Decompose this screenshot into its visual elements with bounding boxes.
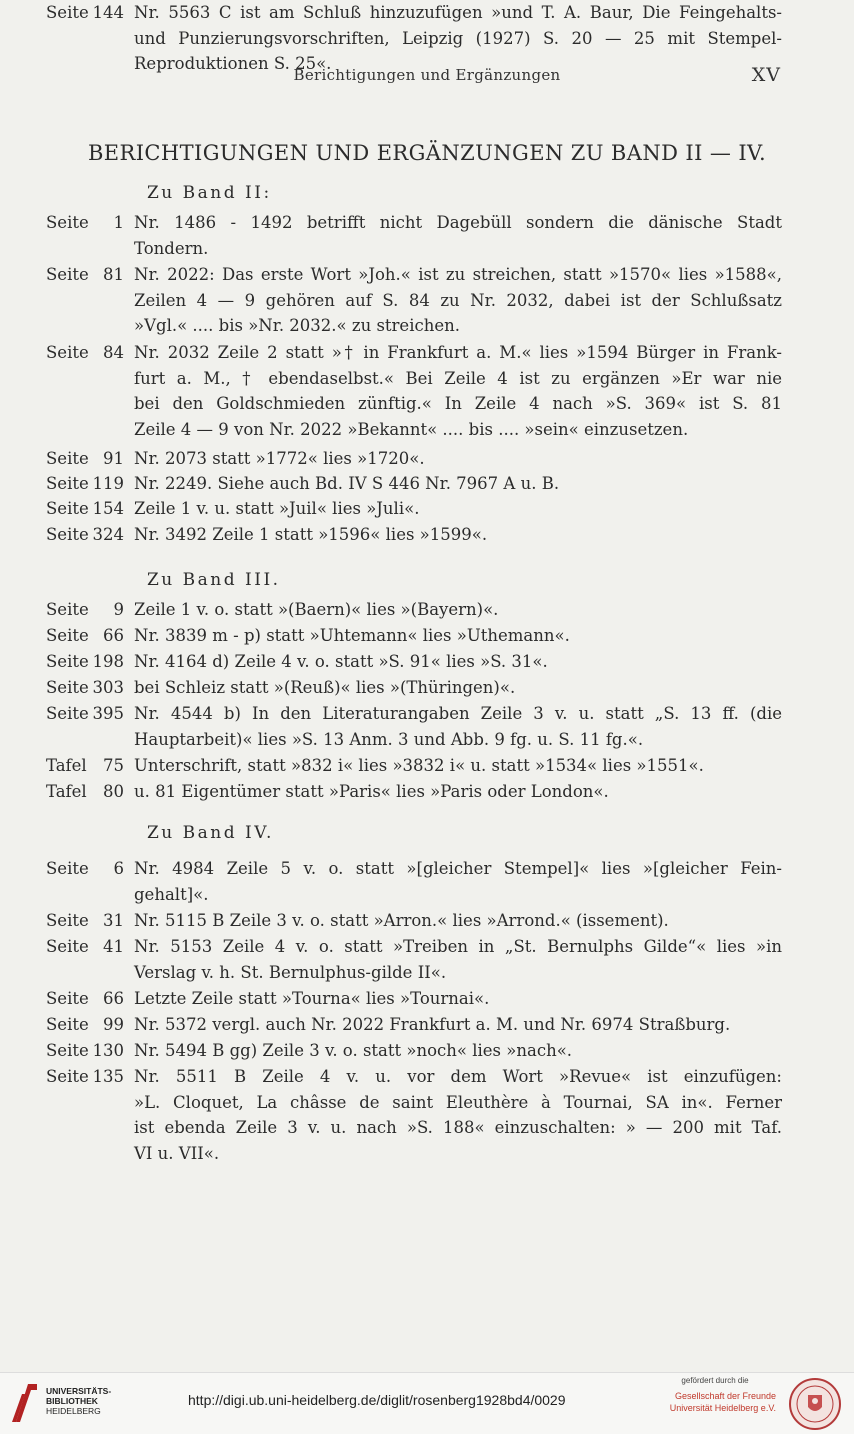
entry-line: Nr. 3492 Zeile 1 statt »1596« lies »1599«.	[134, 525, 488, 544]
entry-line: Tondern.	[134, 238, 209, 258]
entry-text	[134, 262, 782, 339]
library-line-3: HEIDELBERG	[46, 1406, 101, 1416]
entry-line: Verslag v. h. St. Bernulphus-gilde II«.	[134, 962, 447, 982]
entry-text	[134, 597, 782, 623]
entry-line: Nr. 5372 vergl. auch Nr. 2022 Frankfurt a. M. und Nr. 6974 Straßburg.	[134, 1015, 731, 1034]
entry-number: 324	[92, 525, 124, 544]
entry-text	[134, 496, 782, 522]
entry-text	[134, 908, 782, 934]
entry-line: VI u. VII«.	[134, 1143, 220, 1163]
entry-label: Seite	[46, 474, 89, 493]
entry-label: Seite	[46, 652, 89, 671]
entry-number: 130	[92, 1041, 124, 1060]
entry-label: Seite	[46, 1015, 89, 1034]
entry-number: 81	[103, 265, 124, 284]
entry-label: Seite	[46, 3, 89, 22]
university-seal-icon	[788, 1377, 842, 1431]
entry-number: 99	[103, 1015, 124, 1034]
entry-number: 66	[103, 989, 124, 1008]
entry-line: Letzte Zeile statt »Tourna« lies »Tournai«.	[134, 989, 490, 1008]
entry-label: Seite	[46, 265, 89, 284]
entry-text	[134, 446, 782, 472]
entry-line: gehalt]«.	[134, 884, 209, 904]
entry-number: 66	[103, 626, 124, 645]
entry-label: Seite	[46, 704, 89, 723]
library-name	[46, 1386, 111, 1416]
entry-line: Reproduktionen S. 25«.	[134, 54, 332, 73]
entry-label: Seite	[46, 937, 89, 956]
entry-line: ist ebenda Zeile 3 v. u. nach »S. 188« einzuschalten: » — 200 mit Taf.	[134, 1118, 782, 1137]
entry-label: Seite	[46, 626, 89, 645]
entry-line: Nr. 4164 d) Zeile 4 v. o. statt »S. 91« lies »S. 31«.	[134, 652, 548, 671]
entry-number: 31	[103, 911, 124, 930]
entry-label: Tafel	[46, 756, 87, 775]
entry-number: 303	[92, 678, 124, 697]
entry-text	[134, 522, 782, 548]
entry-text	[134, 1064, 782, 1166]
entry-label: Seite	[46, 213, 89, 232]
entry-label: Seite	[46, 1041, 89, 1060]
section-heading: Zu Band II:	[147, 183, 272, 203]
entry-line: Nr. 3839 m - p) statt »Uhtemann« lies »Uthemann«.	[134, 626, 570, 645]
entry-number: 119	[92, 474, 124, 493]
entry-line: Nr. 2073 statt »1772« lies »1720«.	[134, 449, 425, 468]
library-line-2: BIBLIOTHEK	[46, 1396, 98, 1406]
entry-number: 395	[92, 704, 124, 723]
section-heading: Zu Band III.	[147, 570, 281, 590]
entry-line: Nr. 5115 B Zeile 3 v. o. statt »Arron.« lies »Arrond.« (issement).	[134, 911, 669, 930]
entry-line: furt a. M., † ebendaselbst.« Bei Zeile 4 ist zu ergänzen »Er war nie	[134, 368, 782, 388]
society-line-1: Gesellschaft der Freunde	[674, 1391, 776, 1401]
entry-line: bei Schleiz statt »(Reuß)« lies »(Thüringen)«.	[134, 678, 516, 697]
entry-line: Nr. 1486 - 1492 betrifft nicht Dagebüll sondern die dänische Stadt	[134, 213, 782, 232]
entry-line: Nr. 4544 b) In den Literaturangaben Zeile 3 v. u. statt „S. 13 ff. (die	[134, 704, 782, 723]
entry-line: Nr. 2022: Das erste Wort »Joh.« ist zu streichen, statt »1570« lies »1588«,	[134, 265, 782, 284]
entry-line: und Punzierungsvorschriften, Leipzig (1927) S. 20 — 25 mit Stempel-	[134, 28, 782, 48]
entry-line: Nr. 4984 Zeile 5 v. o. statt »[gleicher Stempel]« lies »[gleicher Fein-	[134, 859, 782, 878]
page-number: XV	[751, 64, 781, 86]
entry-text	[134, 753, 782, 779]
page-title: BERICHTIGUNGEN UND ERGÄNZUNGEN ZU BAND II — IV.	[87, 141, 767, 165]
society-name	[646, 1390, 776, 1414]
entry-text	[134, 623, 782, 649]
entry-number: 135	[92, 1067, 124, 1086]
entry-line: Nr. 2249. Siehe auch Bd. IV S 446 Nr. 7967 A u. B.	[134, 474, 560, 493]
funded-by-label: gefördert durch die	[681, 1376, 749, 1385]
library-logo-icon	[10, 1380, 40, 1424]
entry-line: Nr. 5511 B Zeile 4 v. u. vor dem Wort »Revue« ist einzufügen:	[134, 1067, 782, 1086]
society-line-2: Universität Heidelberg e.V.	[669, 1403, 776, 1413]
running-title: Berichtigungen und Ergänzungen	[293, 66, 561, 84]
entry-number: 9	[113, 600, 124, 619]
entry-label: Seite	[46, 989, 89, 1008]
source-url-link[interactable]: http://digi.ub.uni-heidelberg.de/diglit/rosenberg1928bd4/0029	[188, 1392, 566, 1408]
entry-text	[134, 856, 782, 907]
entry-line: Unterschrift, statt »832 i« lies »3832 i« u. statt »1534« lies »1551«.	[134, 756, 704, 775]
entry-line: Nr. 5494 B gg) Zeile 3 v. o. statt »noch« lies »nach«.	[134, 1041, 573, 1060]
entry-line: Nr. 5153 Zeile 4 v. o. statt »Treiben in „St. Bernulphs Gilde“« lies »in	[134, 937, 782, 956]
entry-label: Seite	[46, 600, 89, 619]
entry-text	[134, 471, 782, 497]
entry-label: Seite	[46, 343, 89, 362]
library-line-1: UNIVERSITÄTS-	[46, 1386, 112, 1396]
entry-label: Tafel	[46, 782, 87, 801]
entry-line: bei den Goldschmieden zünftig.« In Zeile 4 nach »S. 369« ist S. 81	[134, 394, 782, 413]
entry-number: 75	[103, 756, 124, 775]
entry-label: Seite	[46, 499, 89, 518]
entry-label: Seite	[46, 525, 89, 544]
entry-text	[134, 1012, 782, 1038]
entry-number: 6	[113, 859, 124, 878]
entry-text	[134, 0, 782, 77]
entry-text	[134, 675, 782, 701]
entry-number: 1	[113, 213, 124, 232]
entry-label: Seite	[46, 449, 89, 468]
entry-line: »L. Cloquet, La châsse de saint Eleuthère à Tournai, SA in«. Ferner	[134, 1092, 782, 1112]
entry-text	[134, 986, 782, 1012]
entry-line: Nr. 2032 Zeile 2 statt »† in Frankfurt a. M.« lies »1594 Bürger in Frank-	[134, 343, 782, 362]
entry-number: 91	[103, 449, 124, 468]
section-heading: Zu Band IV.	[147, 823, 274, 843]
entry-number: 198	[92, 652, 124, 671]
entry-line: Zeile 1 v. u. statt »Juil« lies »Juli«.	[134, 499, 420, 518]
entry-label: Seite	[46, 859, 89, 878]
entry-text	[134, 701, 782, 752]
entry-line: Hauptarbeit)« lies »S. 13 Anm. 3 und Abb. 9 fg. u. S. 11 fg.«.	[134, 729, 644, 749]
entry-line: »Vgl.« .... bis »Nr. 2032.« zu streichen.	[134, 316, 460, 335]
entry-text	[134, 649, 782, 675]
entry-line: Nr. 5563 C ist am Schluß hinzuzufügen »und T. A. Baur, Die Feingehalts-	[134, 3, 782, 22]
entry-label: Seite	[46, 1067, 89, 1086]
entry-number: 80	[103, 782, 124, 801]
entry-line: u. 81 Eigentümer statt »Paris« lies »Paris oder London«.	[134, 782, 609, 801]
entry-label: Seite	[46, 911, 89, 930]
entry-line: Zeilen 4 — 9 gehören auf S. 84 zu Nr. 2032, dabei ist der Schlußsatz	[134, 290, 782, 310]
entry-number: 154	[92, 499, 124, 518]
entry-text	[134, 934, 782, 985]
entry-text	[134, 1038, 782, 1064]
entry-text	[134, 210, 782, 261]
entry-number: 41	[103, 937, 124, 956]
entry-label: Seite	[46, 678, 89, 697]
entry-number: 84	[103, 343, 124, 362]
entry-line: Zeile 4 — 9 von Nr. 2022 »Bekannt« .... bis .... »sein« einzusetzen.	[134, 419, 689, 439]
entry-text	[134, 779, 782, 805]
entry-line: Zeile 1 v. o. statt »(Baern)« lies »(Bayern)«.	[134, 600, 499, 619]
entry-text	[134, 340, 782, 442]
entry-number: 144	[92, 3, 124, 22]
